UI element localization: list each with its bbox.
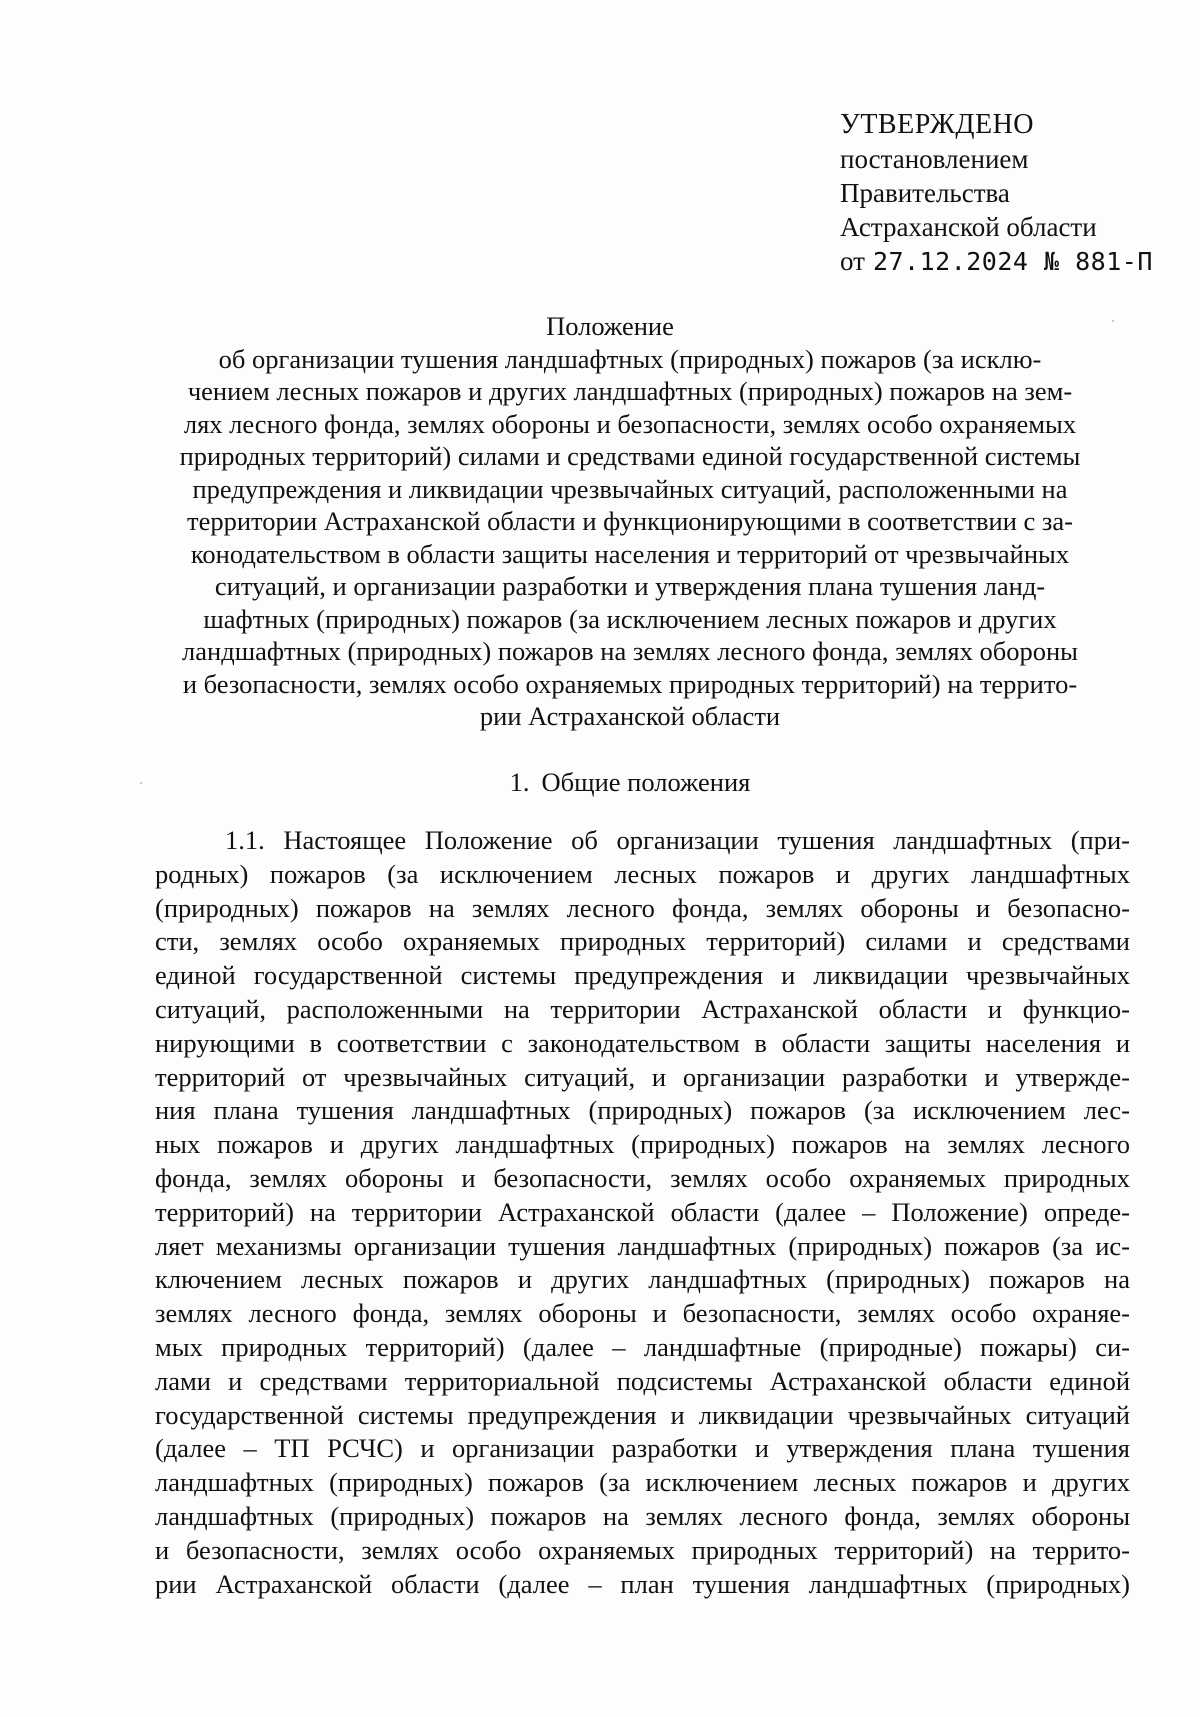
approval-date-prefix: от <box>840 246 865 276</box>
body-line: территорий от чрезвычайных ситуаций, и организации разработки и утвержде- <box>155 1061 1130 1092</box>
heading-line: шафтных (природных) пожаров (за исключением лесных пожаров и других <box>203 603 1057 634</box>
body-line: единой государственной системы предупреждения и ликвидации чрезвычайных <box>155 960 1130 991</box>
body-line: ситуаций, расположенными на территории Астраханской области и функцио- <box>155 993 1130 1024</box>
body-line: ных пожаров и других ландшафтных (природных) пожаров на землях лесного <box>155 1129 1130 1160</box>
body-line: территорий) на территории Астраханской области (далее – Положение) опреде- <box>155 1196 1130 1227</box>
document-title: Положение <box>546 311 674 341</box>
approval-stamp-block <box>840 108 1170 279</box>
body-line: сти, землях особо охраняемых природных территорий) силами и средствами <box>155 926 1130 957</box>
heading-line: территории Астраханской области и функционирующими в соответствии с за- <box>187 506 1073 536</box>
body-line: землях лесного фонда, землях обороны и безопасности, землях особо охраняе- <box>155 1298 1130 1329</box>
section-heading <box>150 766 1110 798</box>
scan-speck <box>140 782 142 784</box>
heading-line: и безопасности, землях особо охраняемых природных территорий) на террито- <box>182 668 1078 699</box>
body-line: 1.1. Настоящее Положение об организации тушения ландшафтных (при- <box>225 825 1130 855</box>
approval-line-2: Правительства <box>840 178 1010 208</box>
body-line: мых природных территорий) (далее – ландшафтные (природные) пожары) си- <box>155 1331 1130 1362</box>
heading-line: ситуаций, и организации разработки и утверждения плана тушения ланд- <box>214 571 1046 601</box>
body-line: ния плана тушения ландшафтных (природных) пожаров (за исключением лес- <box>155 1095 1130 1126</box>
body-line: нирующими в соответствии с законодательством в области защиты населения и <box>155 1027 1130 1058</box>
section-number: 1. <box>509 767 530 797</box>
body-line: ляет механизмы организации тушения ландшафтных (природных) пожаров (за ис- <box>155 1230 1130 1261</box>
body-line: государственной системы предупреждения и ликвидации чрезвычайных ситуаций <box>155 1399 1130 1430</box>
heading-line: чением лесных пожаров и других ландшафтных (природных) пожаров на зем- <box>187 376 1073 406</box>
approval-line-3: Астраханской области <box>840 212 1097 242</box>
body-line: (природных) пожаров на землях лесного фонда, землях обороны и безопасно- <box>155 892 1130 923</box>
heading-line: природных территорий) силами и средствами единой государственной системы <box>179 441 1081 471</box>
body-line: ландшафтных (природных) пожаров (за исключением лесных пожаров и других <box>155 1467 1130 1498</box>
approval-date-line <box>840 244 1170 279</box>
document-heading <box>150 310 1110 733</box>
scan-speck <box>1112 320 1114 322</box>
heading-line: об организации тушения ландшафтных (природных) пожаров (за исклю- <box>218 343 1042 374</box>
body-line: и безопасности, землях особо охраняемых природных территорий) на террито- <box>155 1534 1130 1565</box>
approval-title: УТВЕРЖДЕНО <box>840 109 1035 140</box>
heading-line: предупреждения и ликвидации чрезвычайных ситуаций, расположенными на <box>192 473 1068 504</box>
heading-line: лях лесного фонда, землях обороны и безопасности, землях особо охраняемых <box>183 408 1077 439</box>
body-line: родных) пожаров (за исключением лесных пожаров и других ландшафтных <box>155 858 1130 889</box>
body-line: рии Астраханской области (далее – план тушения ландшафтных (природных) <box>155 1568 1130 1599</box>
body-line: лами и средствами территориальной подсистемы Астраханской области единой <box>155 1365 1130 1396</box>
body-line: ландшафтных (природных) пожаров на землях лесного фонда, землях обороны <box>155 1500 1130 1531</box>
approval-date-number: 27.12.2024 № 881-П <box>872 247 1153 276</box>
heading-line: конодательством в области защиты населения и территорий от чрезвычайных <box>190 538 1070 569</box>
body-line: фонда, землях обороны и безопасности, землях особо охраняемых природных <box>155 1162 1130 1193</box>
body-paragraph <box>155 824 1130 1601</box>
body-line: (далее – ТП РСЧС) и организации разработки и утверждения плана тушения <box>155 1433 1130 1464</box>
heading-line: ландшафтных (природных) пожаров на землях лесного фонда, землях обороны <box>182 636 1078 666</box>
section-title-text: Общие положения <box>541 767 751 797</box>
heading-line: рии Астраханской области <box>479 701 781 731</box>
approval-line-1: постановлением <box>840 144 1029 174</box>
body-line: ключением лесных пожаров и других ландшафтных (природных) пожаров на <box>155 1264 1130 1295</box>
